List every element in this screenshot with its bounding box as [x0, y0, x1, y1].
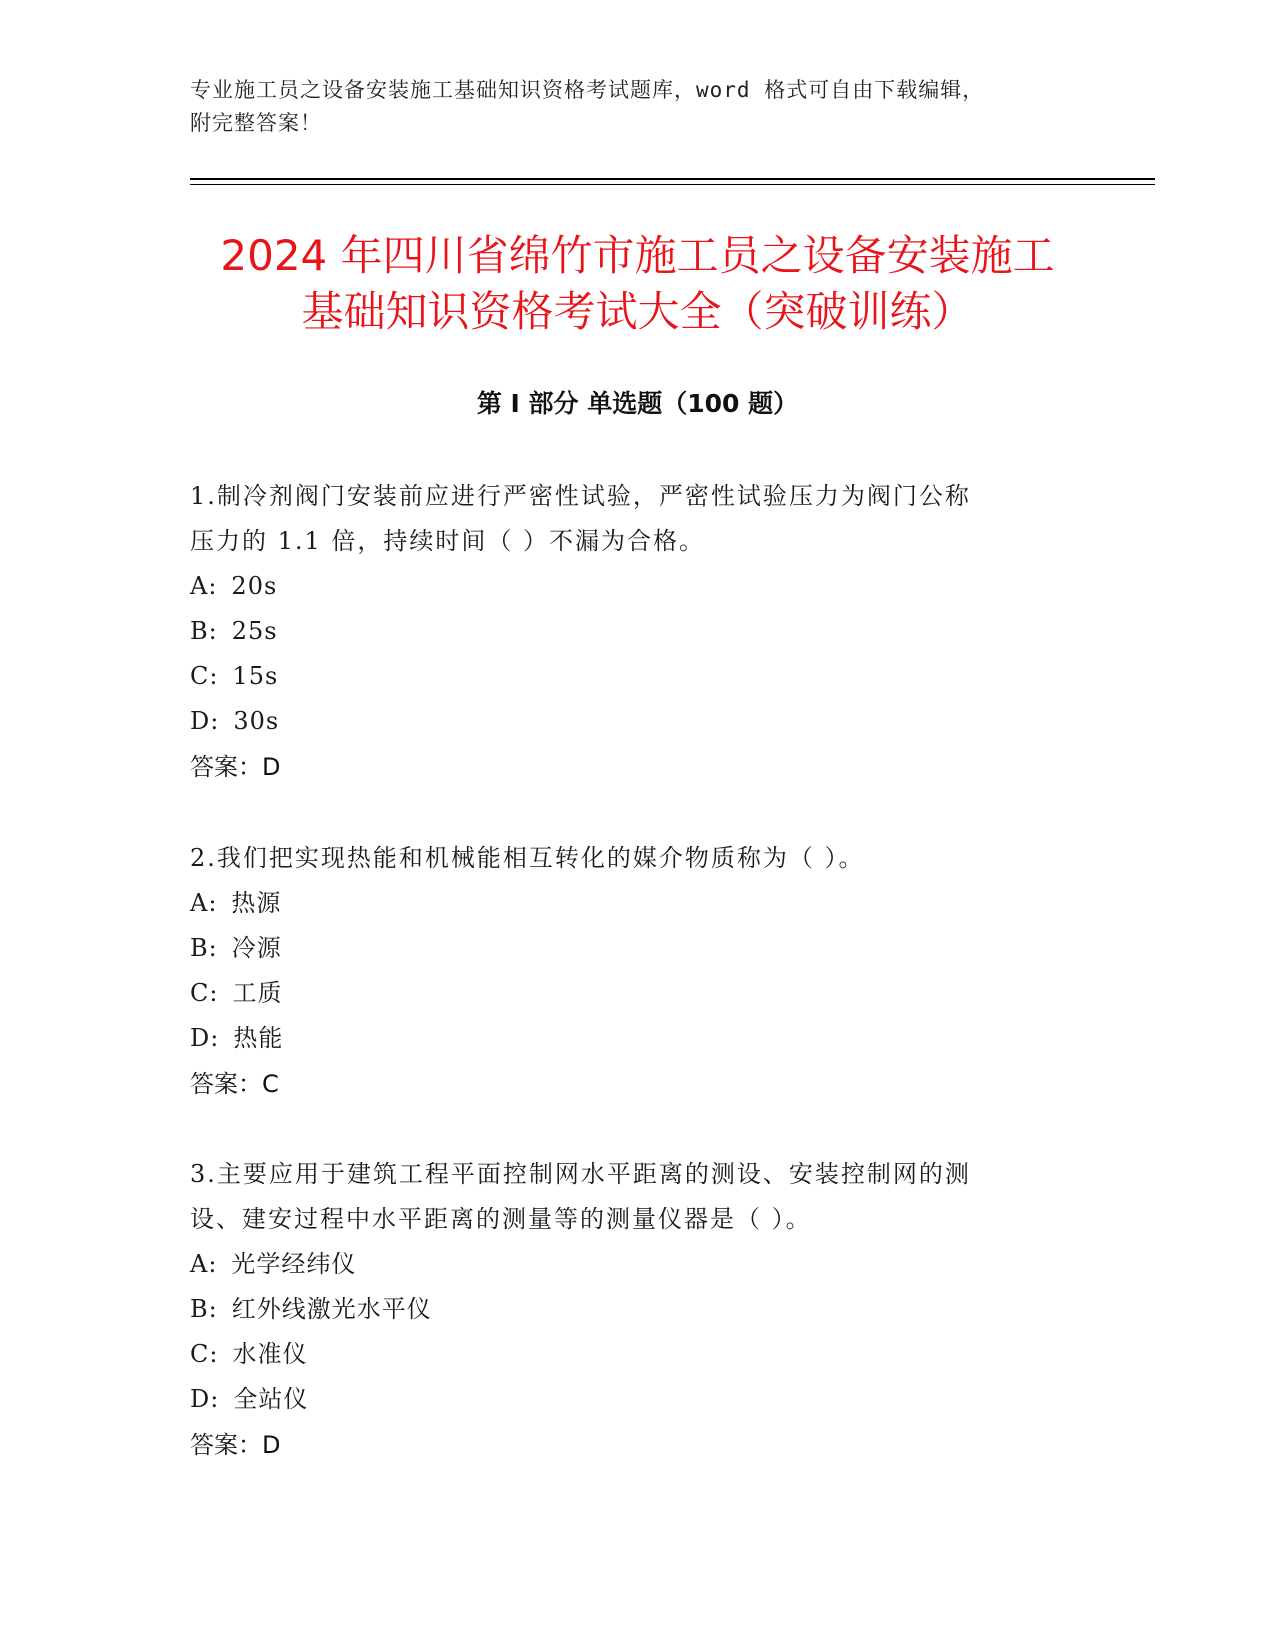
option-value: 冷源: [231, 934, 282, 962]
section-heading: 第 I 部分 单选题（100 题）: [476, 389, 799, 418]
option-label: C:: [190, 979, 219, 1007]
option-b: [190, 1287, 1090, 1332]
option-value: 工质: [232, 979, 283, 1007]
option-d: [190, 1377, 1090, 1422]
option-c: [190, 971, 1090, 1016]
option-label: C:: [190, 1340, 219, 1368]
question-text-line: 压力的 1.1 倍，持续时间（ ）不漏为合格。: [190, 527, 706, 555]
header-divider: [190, 178, 1155, 180]
option-label: D:: [190, 1385, 220, 1413]
answer: 答案：C: [190, 1070, 279, 1098]
option-a: [190, 881, 1090, 926]
question-text-line: 3.主要应用于建筑工程平面控制网水平距离的测设、安装控制网的测: [190, 1160, 971, 1188]
question-text: [190, 836, 1090, 881]
option-value: 20s: [231, 572, 278, 600]
option-value: 30s: [233, 707, 280, 735]
option-value: 光学经纬仪: [231, 1250, 357, 1278]
option-label: D:: [190, 707, 220, 735]
option-label: B:: [190, 934, 218, 962]
option-label: A:: [190, 1250, 218, 1278]
answer: 答案：D: [190, 753, 281, 781]
document-title-line: 基础知识资格考试大全（突破训练）: [301, 287, 974, 336]
option-d: [190, 699, 1090, 744]
question-text-line: 1.制冷剂阀门安装前应进行严密性试验，严密性试验压力为阀门公称: [190, 482, 971, 510]
option-label: A:: [190, 572, 218, 600]
question-3: [190, 1152, 1090, 1468]
option-value: 热源: [231, 889, 282, 917]
option-value: 25s: [231, 617, 278, 645]
option-label: A:: [190, 889, 218, 917]
option-value: 15s: [232, 662, 279, 690]
document-title: [130, 228, 1145, 340]
option-value: 红外线激光水平仪: [231, 1295, 432, 1323]
question-text: [190, 474, 1090, 564]
question-text-line: 设、建安过程中水平距离的测量等的测量仪器是（ ）。: [190, 1205, 812, 1233]
answer: 答案：D: [190, 1431, 281, 1459]
question-2: [190, 836, 1090, 1107]
header-note-line: 专业施工员之设备安装施工基础知识资格考试题库，word 格式可自由下载编辑，: [190, 78, 985, 102]
option-label: B:: [190, 617, 218, 645]
document-title-line: 2024 年四川省绵竹市施工员之设备安装施工: [220, 231, 1055, 280]
option-label: B:: [190, 1295, 218, 1323]
header-note: [190, 74, 1090, 140]
option-d: [190, 1016, 1090, 1061]
option-label: C:: [190, 662, 219, 690]
option-a: [190, 564, 1090, 609]
option-a: [190, 1242, 1090, 1287]
option-value: 水准仪: [232, 1340, 308, 1368]
option-label: D:: [190, 1024, 220, 1052]
option-c: [190, 1332, 1090, 1377]
question-text: [190, 1152, 1090, 1242]
question-1: [190, 474, 1090, 790]
option-value: 全站仪: [233, 1385, 309, 1413]
option-b: [190, 609, 1090, 654]
option-b: [190, 926, 1090, 971]
header-divider-thin: [190, 184, 1155, 185]
header-note-line: 附完整答案！: [190, 111, 322, 135]
option-value: 热能: [233, 1024, 284, 1052]
question-text-line: 2.我们把实现热能和机械能相互转化的媒介物质称为（ ）。: [190, 844, 865, 872]
option-c: [190, 654, 1090, 699]
